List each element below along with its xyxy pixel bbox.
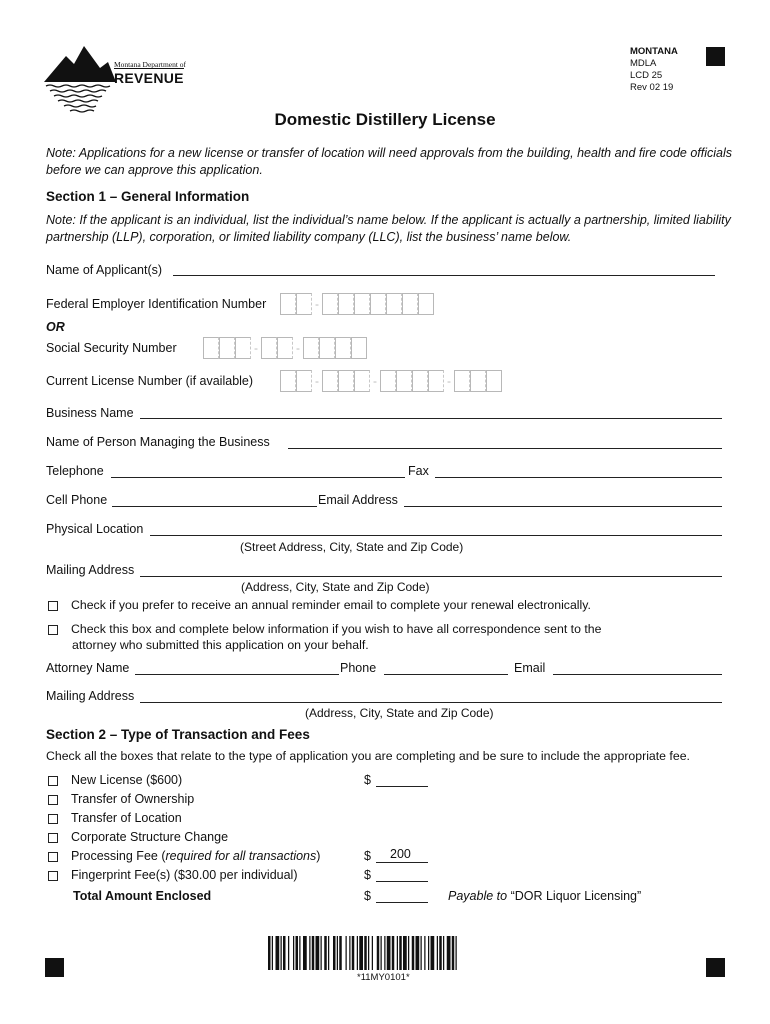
section2-heading: Section 2 – Type of Transaction and Fees bbox=[46, 727, 310, 742]
business-name-field[interactable] bbox=[140, 418, 722, 419]
business-name-label: Business Name bbox=[46, 406, 134, 420]
total-field[interactable] bbox=[376, 902, 428, 903]
current-license-input[interactable]: - - - bbox=[280, 369, 502, 393]
telephone-field[interactable] bbox=[111, 477, 405, 478]
section1-note: Note: If the applicant is an individual, list the individual’s name below. If the applicant is actually a partnership, limited liability partnership (LLP), corporation, or limited liability company (LLC), list the business’ name below. bbox=[46, 213, 731, 244]
new-license-dollar: $ bbox=[364, 773, 371, 787]
ssn-label: Social Security Number bbox=[46, 341, 177, 355]
current-license-label: Current License Number (if available) bbox=[46, 374, 254, 388]
attorney-email-label: Email bbox=[514, 661, 546, 675]
transfer-ownership-checkbox[interactable] bbox=[48, 795, 58, 805]
registration-mark-bottom-left bbox=[45, 958, 64, 977]
transfer-location-checkbox[interactable] bbox=[48, 814, 58, 824]
new-license-checkbox[interactable] bbox=[48, 776, 58, 786]
barcode-icon bbox=[268, 936, 502, 970]
form-code-rev: Rev 02 19 bbox=[630, 82, 674, 93]
transfer-ownership-label: Transfer of Ownership bbox=[71, 792, 195, 806]
ssn-input[interactable]: - - bbox=[203, 336, 367, 360]
mailing-address-hint: (Address, City, State and Zip Code) bbox=[241, 580, 430, 594]
reminder-checkbox[interactable] bbox=[48, 601, 58, 611]
transfer-location-label: Transfer of Location bbox=[71, 811, 182, 825]
fax-label: Fax bbox=[408, 464, 429, 478]
total-label: Total Amount Enclosed bbox=[73, 889, 212, 903]
form-code-mdla: MDLA bbox=[630, 58, 657, 69]
email-address-label: Email Address bbox=[318, 493, 398, 507]
barcode-text: *11MY0101* bbox=[357, 972, 410, 983]
physical-location-field[interactable] bbox=[150, 535, 722, 536]
name-of-applicant-field[interactable] bbox=[173, 275, 715, 276]
mailing-address-field[interactable] bbox=[140, 576, 722, 577]
person-managing-field[interactable] bbox=[288, 448, 722, 449]
new-license-fee-field[interactable] bbox=[376, 786, 428, 787]
form-code bbox=[630, 46, 678, 94]
fingerprint-fee-dollar: $ bbox=[364, 868, 371, 882]
fein-label: Federal Employer Identification Number bbox=[46, 297, 267, 311]
attorney-mailing-hint: (Address, City, State and Zip Code) bbox=[305, 706, 494, 720]
fingerprint-fee-field[interactable] bbox=[376, 881, 428, 882]
section1-heading: Section 1 – General Information bbox=[46, 189, 250, 204]
telephone-label: Telephone bbox=[46, 464, 104, 478]
attorney-name-label: Attorney Name bbox=[46, 661, 130, 675]
agency-small-text: Montana Department of bbox=[114, 60, 187, 69]
form-code-lcd: LCD 25 bbox=[630, 70, 663, 81]
email-address-field[interactable] bbox=[404, 506, 722, 507]
mailing-address-label: Mailing Address bbox=[46, 563, 135, 577]
processing-fee-value[interactable]: 200 bbox=[390, 847, 411, 861]
person-managing-label: Name of Person Managing the Business bbox=[46, 435, 270, 449]
physical-location-label: Physical Location bbox=[46, 522, 144, 536]
new-license-label: New License ($600) bbox=[71, 773, 183, 787]
attorney-phone-field[interactable] bbox=[384, 674, 508, 675]
processing-fee-dollar: $ bbox=[364, 849, 371, 863]
processing-fee-label: Processing Fee (required for all transactions) bbox=[71, 849, 321, 863]
attorney-checkbox[interactable] bbox=[48, 625, 58, 635]
fax-field[interactable] bbox=[435, 477, 722, 478]
name-of-applicant-label: Name of Applicant(s) bbox=[46, 263, 163, 277]
reminder-check-label: Check if you prefer to receive an annual reminder email to complete your renewal electronically. bbox=[71, 598, 591, 612]
corporate-change-checkbox[interactable] bbox=[48, 833, 58, 843]
corporate-change-label: Corporate Structure Change bbox=[71, 830, 229, 844]
cell-phone-label: Cell Phone bbox=[46, 493, 108, 507]
registration-mark-bottom-right bbox=[706, 958, 725, 977]
total-dollar: $ bbox=[364, 889, 371, 903]
form-code-state: MONTANA bbox=[630, 46, 678, 57]
agency-big-text: REVENUE bbox=[114, 70, 184, 86]
section2-instruction: Check all the boxes that relate to the type of application you are completing and be sure to include the appropriate fee. bbox=[46, 749, 690, 763]
attorney-mailing-label: Mailing Address bbox=[46, 689, 135, 703]
attorney-mailing-field[interactable] bbox=[140, 702, 722, 703]
fingerprint-fee-checkbox[interactable] bbox=[48, 871, 58, 881]
fingerprint-fee-label: Fingerprint Fee(s) ($30.00 per individual) bbox=[71, 868, 298, 882]
payable-to-text: Payable to “DOR Liquor Licensing” bbox=[448, 889, 642, 903]
attorney-phone-label: Phone bbox=[340, 661, 377, 675]
physical-location-hint: (Street Address, City, State and Zip Code) bbox=[240, 540, 464, 554]
attorney-check-label-line1: Check this box and complete below information if you wish to have all correspondence sent to the bbox=[71, 622, 602, 636]
intro-note: Note: Applications for a new license or transfer of location will need approvals from the building, health and fire code officials before we can approve this application. bbox=[46, 146, 733, 177]
cell-phone-field[interactable] bbox=[112, 506, 317, 507]
processing-fee-checkbox[interactable] bbox=[48, 852, 58, 862]
attorney-check-label-line2: attorney who submitted this application on your behalf. bbox=[72, 638, 369, 652]
barcode bbox=[268, 936, 502, 970]
fein-input[interactable]: - bbox=[280, 292, 434, 316]
registration-mark-top-right bbox=[706, 47, 725, 66]
processing-fee-field[interactable] bbox=[376, 862, 428, 863]
page-title: Domestic Distillery License bbox=[274, 110, 496, 129]
or-label: OR bbox=[46, 320, 65, 334]
revenue-logo bbox=[44, 44, 187, 116]
attorney-email-field[interactable] bbox=[553, 674, 722, 675]
attorney-name-field[interactable] bbox=[135, 674, 339, 675]
